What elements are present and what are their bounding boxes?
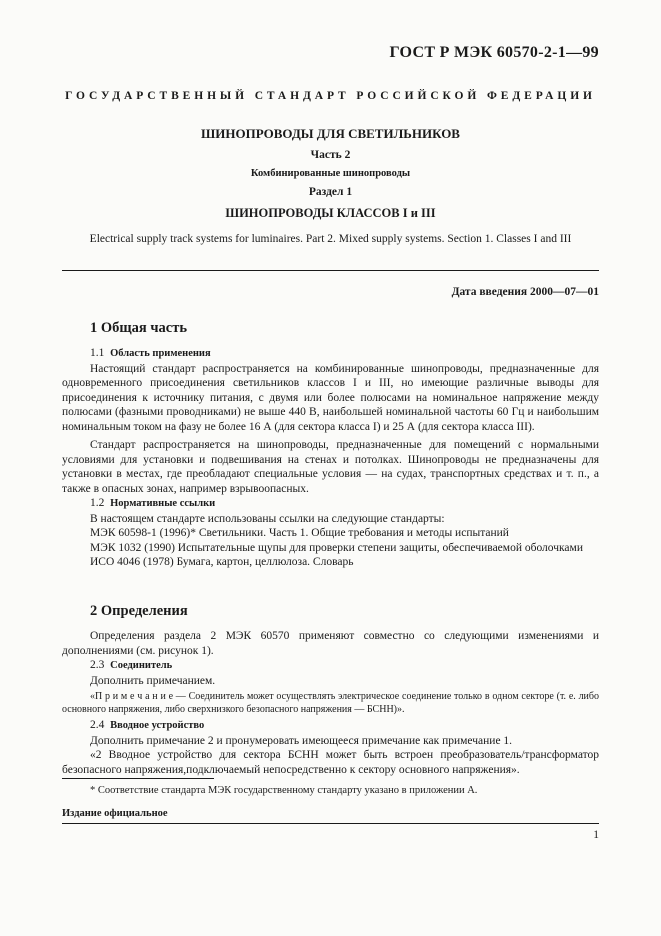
references-intro: В настоящем стандарте использованы ссылки на следующие стандарты: — [90, 512, 445, 525]
section-label: Раздел 1 — [308, 186, 353, 198]
subsection-2-4-heading — [62, 718, 599, 734]
subsection-title: Соединитель — [110, 660, 173, 671]
document-title: ШИНОПРОВОДЫ ДЛЯ СВЕТИЛЬНИКОВ — [201, 126, 460, 141]
subsection-2-3-heading — [62, 658, 599, 674]
part-name: Комбинированные шинопроводы — [250, 168, 411, 179]
footnote: * Соответствие стандарта МЭК государственному стандарту указано в приложении А. — [90, 785, 478, 796]
section-1-body — [62, 346, 599, 570]
subsection-number: 2.4 — [90, 719, 105, 731]
subsection-1-1-heading — [62, 346, 599, 362]
add-note-paragraph: Дополнить примечанием. — [90, 674, 216, 687]
add-note-2-paragraph: Дополнить примечание 2 и пронумеровать имеющееся примечание как примечание 1. — [90, 734, 513, 747]
footnote-divider — [62, 778, 214, 779]
part-label: Часть 2 — [310, 149, 351, 161]
footer-divider — [62, 823, 599, 824]
subsection-number: 1.2 — [90, 497, 105, 509]
scope-paragraph-1: Настоящий стандарт распространяется на комбинированные шинопроводы, предназначенные для одновременного присоединения светильников классов I и III, но имеющие различные выводы для присоединения к источнику питания, с двумя или более полюсами на номинальное напряжение между полюсами (фазными проводниками) не выше 440 В, наибольшей номинальной частоты 60 Гц и наибольшим номинальным током на фазу не более 16 А (для сектора класса I) и 25 А (для сектора класса III). — [62, 362, 599, 433]
section-name: ШИНОПРОВОДЫ КЛАССОВ I и III — [225, 206, 436, 220]
definitions-paragraph: Определения раздела 2 МЭК 60570 применяют совместно со следующими изменениями и дополнениями (см. рисунок 1). — [62, 630, 599, 657]
subsection-number: 1.1 — [90, 347, 105, 359]
reference-item: МЭК 1032 (1990) Испытательные щупы для проверки степени защиты, обеспечиваемой оболочками — [90, 541, 583, 554]
page-number: 1 — [593, 829, 599, 841]
english-title: Electrical supply track systems for luminaires. Part 2. Mixed supply systems. Section 1. Classes I and III — [89, 233, 572, 245]
subsection-title: Вводное устройство — [110, 720, 205, 731]
section-2-heading: 2 Определения — [90, 603, 188, 619]
document-number: ГОСТ Р МЭК 60570-2-1—99 — [389, 44, 599, 61]
subsection-title: Нормативные ссылки — [110, 498, 216, 509]
title-divider — [62, 270, 599, 271]
note-2-text: «2 Вводное устройство для сектора БСНН может быть встроен преобразователь/трансформатор безопасного напряжения,подключаемый непосредственно к сектору основного напряжения». — [62, 749, 599, 776]
introduction-date: Дата введения 2000—07—01 — [451, 286, 599, 298]
reference-item: ИСО 4046 (1978) Бумага, картон, целлюлоза. Словарь — [90, 556, 354, 568]
subsection-title: Область применения — [110, 348, 211, 359]
subsection-1-2-heading — [62, 496, 599, 512]
edition-label: Издание официальное — [62, 808, 168, 819]
connector-note: «П р и м е ч а н и е — Соединитель может осуществлять электрическое соединение только в одном секторе (т. е. либо основного напряжения, либо сверхнизкого безопасного напряжения — БСНН)». — [62, 691, 599, 715]
reference-item: МЭК 60598-1 (1996)* Светильники. Часть 1. Общие требования и методы испытаний — [90, 527, 509, 539]
state-standard-line: ГОСУДАРСТВЕННЫЙ СТАНДАРТ РОССИЙСКОЙ ФЕДЕРАЦИИ — [65, 90, 596, 102]
scope-paragraph-2: Стандарт распространяется на шинопроводы, предназначенные для помещений с нормальными условиями для установки и подвешивания на стенах и потолках. Шинопроводы не предназначены для установки в местах, где преобладают специальные условия — на судах, транспортных средствах и т. п., а также в опасных зонах, например взрывоопасных. — [62, 439, 599, 495]
subsection-number: 2.3 — [90, 659, 105, 671]
section-1-heading: 1 Общая часть — [90, 320, 188, 336]
section-2-body — [62, 629, 599, 777]
